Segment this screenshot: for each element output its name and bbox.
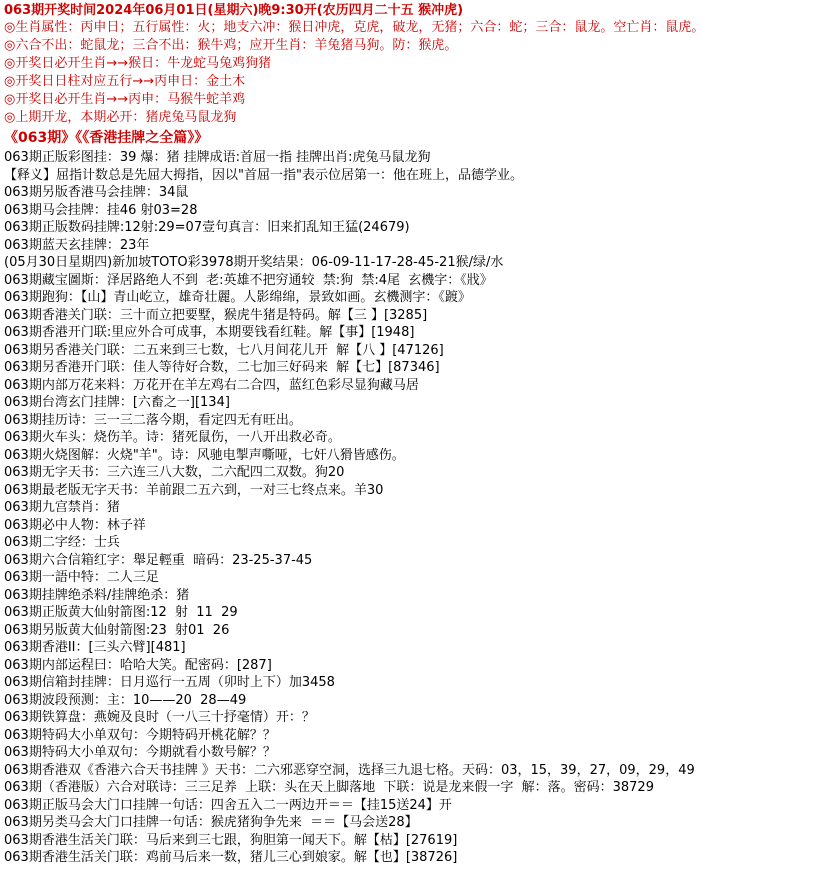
content-line-37: 063期正版马会大门口挂牌一句话：四舍五入二一两边开＝＝【挂15送24】开 — [4, 797, 452, 813]
content-line-25: 063期挂牌绝杀料/挂牌绝杀：猪 — [4, 587, 190, 603]
zodiac-line-3: ◎开奖日日柱对应五行→→丙申日：金土木 — [4, 74, 246, 89]
content-line-24: 063期一語中特：二人三足 — [4, 570, 159, 585]
content-line-8: 063期跑狗：【山】青山屹立，雄奇壮麗。人影绵绵，景致如画。玄機测字：《踱》 — [4, 290, 471, 305]
zodiac-line-0: ◎生肖属性：丙申日；五行属性：火；地支六冲：猴日冲虎，克虎，破龙，无猪；六合：蛇；三合：鼠龙。空亡肖：鼠虎。 — [4, 20, 705, 35]
content-line-36: 063期（香港版）六合对联诗：三三足养 上联：头在天上脚落地 下联：说是龙来假一字 解：落。密码：38729 — [4, 780, 654, 795]
content-line-16: 063期火车头：烧伤羊。诗：猪死鼠伤，一八开出救必奇。 — [4, 430, 341, 445]
zodiac-line-4: ◎开奖日必开生肖→→丙申：马猴牛蛇羊鸡 — [4, 92, 246, 107]
content-line-15: 063期挂历诗：三一三二落今期，看定四无有旺出。 — [4, 412, 302, 428]
content-line-40: 063期香港生活关门联：鸡前马后来一数，猪儿三心到娘家。解【也】[38726] — [4, 850, 458, 865]
zodiac-attributes-block — [4, 19, 810, 127]
zodiac-line-1: ◎六合不出：蛇鼠龙；三合不出：猴牛鸡；应开生肖：羊兔猪马狗。防：猴虎。 — [4, 38, 458, 53]
content-line-1: 【释义】屈指计数总是先屈大拇指，因以"首屈一指"表示位居第一：他在班上，品德学业。 — [4, 167, 523, 183]
content-line-33: 063期特码大小单双句：今期特码开桃花解？？ — [4, 727, 276, 743]
content-line-3: 063期马会挂牌：挂46 射03=28 — [4, 202, 198, 218]
zodiac-line-2: ◎开奖日必开生肖→→猴日：牛龙蛇马兔鸡狗猪 — [4, 56, 272, 71]
content-line-30: 063期信箱封挂牌：日月巡行一五周（卯时上下）加3458 — [4, 675, 335, 690]
content-line-27: 063期另版黄大仙射箭图:23 射01 26 — [4, 622, 230, 638]
content-line-0: 063期正版彩图挂：39 爆：猪 挂牌成语:首屈一指 挂牌出肖:虎兔马鼠龙狗 — [4, 150, 431, 165]
content-line-39: 063期香港生活关门联：马后来到三七跟，狗胆第一闻天下。解【枯】[27619] — [4, 832, 458, 848]
content-line-19: 063期最老版无字天书：羊前跟二五六到，一对三七终点来。羊30 — [4, 482, 384, 498]
content-line-7: 063期藏宝圖斯：泽居路绝人不到 老:英雄不把穷通较 禁:狗 禁:4尾 玄機字：《戕》 — [4, 272, 493, 288]
content-line-29: 063期内部运程曰：哈哈大笑。配密码：[287] — [4, 657, 272, 673]
zodiac-line-5: ◎上期开龙，本期必开：猪虎兔马鼠龙狗 — [4, 110, 237, 125]
content-line-9: 063期香港关门联：三十而立把要墅，猴虎牛猪是特码。解【三 】[3285] — [4, 307, 428, 323]
content-line-4: 063期正版数码挂牌:12射:29=07壹句真言：旧来扪乱知王猛(24679) — [4, 220, 410, 235]
content-line-32: 063期铁算盘：燕婉及良时（一八三十抒毫情）开：？ — [4, 710, 315, 725]
content-line-28: 063期香港II：[三头六臂][481] — [4, 640, 186, 655]
content-line-38: 063期另类马会大门口挂牌一句话：猴虎猪狗争先来 ＝＝【马会送28】 — [4, 815, 418, 830]
page-title: 《063期》《《香港挂牌之全篇》》 — [4, 130, 209, 146]
content-line-20: 063期九宫禁肖：猪 — [4, 500, 120, 515]
content-block — [4, 149, 810, 867]
content-line-34: 063期特码大小单双句：今期就看小数号解？？ — [4, 745, 276, 760]
content-line-21: 063期必中人物：林子祥 — [4, 517, 146, 533]
content-line-14: 063期台湾玄门挂牌：[六畜之一][134] — [4, 395, 230, 410]
content-line-23: 063期六合信箱红字：舉足輕重 暗码：23-25-37-45 — [4, 552, 313, 568]
content-line-17: 063期火烧图解：火烧"羊"。诗：风驰电掣声嘶哑，七奸八猾皆感伤。 — [4, 447, 405, 463]
content-line-10: 063期香港开门联:里应外合可成事，本期要钱看红鞋。解【事】[1948] — [4, 325, 415, 340]
content-line-35: 063期香港双《香港六合天书挂牌 》天书：二六邪恶穿空洞，选择三九退七格。天码：03，15，39，27，09，29，49 — [4, 762, 695, 778]
content-line-13: 063期内部万花来料：万花开在羊左鸡右二合四，蓝红色彩尽显狗藏马居 — [4, 377, 419, 393]
content-line-18: 063期无字天书：三六连三八大数，二六配四二双数。狗20 — [4, 465, 345, 480]
content-line-2: 063期另版香港马会挂牌：34鼠 — [4, 185, 189, 200]
content-line-6: (05月30日星期四)新加坡TOTO彩3978期开奖结果：06-09-11-17-28-45-21猴/绿/水 — [4, 255, 504, 270]
content-line-12: 063期另香港开门联：佳人等待好合数，二七加三好码来 解【七】[87346] — [4, 360, 440, 375]
draw-time-header: 063期开奖时间2024年06月01日(星期六)晚9:30开(农历四月二十五 猴冲虎) — [4, 3, 464, 18]
content-line-31: 063期波段预测：主：10——20 28—49 — [4, 692, 247, 708]
content-line-5: 063期蓝天玄挂牌：23年 — [4, 237, 150, 253]
content-line-11: 063期另香港关门联：二五来到三七数，七八月间花儿开 解【八 】[47126] — [4, 342, 444, 358]
content-line-26: 063期正版黄大仙射箭图:12 射 11 29 — [4, 605, 238, 620]
content-line-22: 063期二字经：士兵 — [4, 535, 120, 550]
